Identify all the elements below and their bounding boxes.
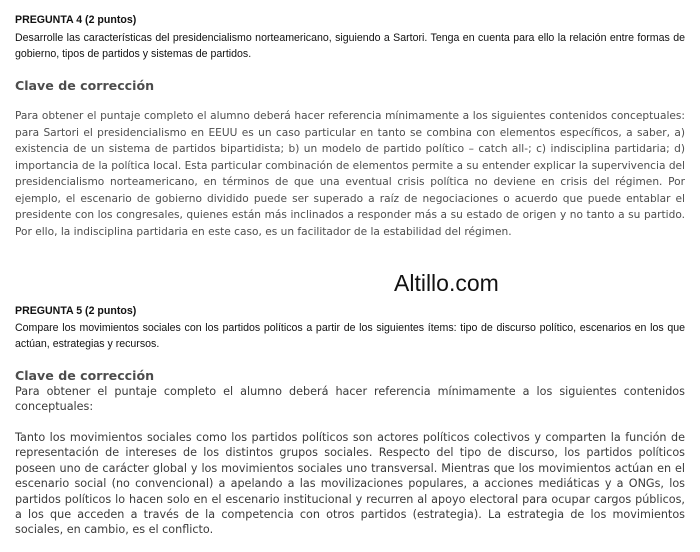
answer-key-4-text: Para obtener el puntaje completo el alumno deberá hacer referencia mínimamente a los siguientes contenidos conceptuales: para Sartori el presidencialismo en EEUU es un caso particular en tanto se combina con elementos específicos, a saber, a) existencia de un sistema de partidos bipartidista; b) un modelo de partido político – catch all-; c) indisciplina partidaria; d) importancia de la política local. Esta particular combinación de elementos permite a su entender explicar la supervivencia del presidencialismo norteamericano, en términos de que una eventual crisis política no deviene en crisis del régimen. Por ejemplo, el escenario de gobierno dividido puede ser superado a raíz de negociaciones o acuerdo que puede entablar el presidente con los congresales, quienes están más inclinados a responder más a su estado de origen y no tanto a su partido. Por ello, la indisciplina partidaria en este caso, es un facilitador de la estabilidad del régimen. [15,110,685,238]
question-4-heading: PREGUNTA 4 (2 puntos) [15,14,137,26]
answer-key-5-intro: Para obtener el puntaje completo el alumno deberá hacer referencia mínimamente a los siguientes contenidos conceptuales: [15,385,685,414]
question-4-prompt: Desarrolle las características del presidencialismo norteamericano, siguiendo a Sartori. Tenga en cuenta para ello la relación entre formas de gobierno, tipos de partidos y sistemas de partidos. [15,32,685,60]
question-5-prompt: Compare los movimientos sociales con los partidos políticos a partir de los siguientes ítems: tipo de discurso político, escenarios en los que actúan, estrategias y recursos. [15,322,685,350]
watermark-text: Altillo.com [394,270,499,296]
question-5-heading: PREGUNTA 5 (2 puntos) [15,305,137,317]
answer-key-5-title: Clave de corrección [15,368,155,383]
answer-key-4-title: Clave de corrección [15,78,155,93]
answer-key-5-text: Tanto los movimientos sociales como los partidos políticos son actores políticos colectivos y comparten la función de representación de intereses de los distintos grupos sociales. Respecto del tipo de discurso, los partidos políticos poseen uno de carácter global y los movimientos sociales uno transversal. Mientras que los movimientos actúan en el escenario social (no convencional) a apelando a las movilizaciones populares, a acciones mediáticas y a ONGs, los partidos políticos lo hacen solo en el escenario institucional y recurren al apoyo electoral para ocupar cargos públicos, a los que acceden a través de la competencia con otros partidos (estrategia). La estrategia de los movimientos sociales, en cambio, es el conflicto. [15,431,685,537]
